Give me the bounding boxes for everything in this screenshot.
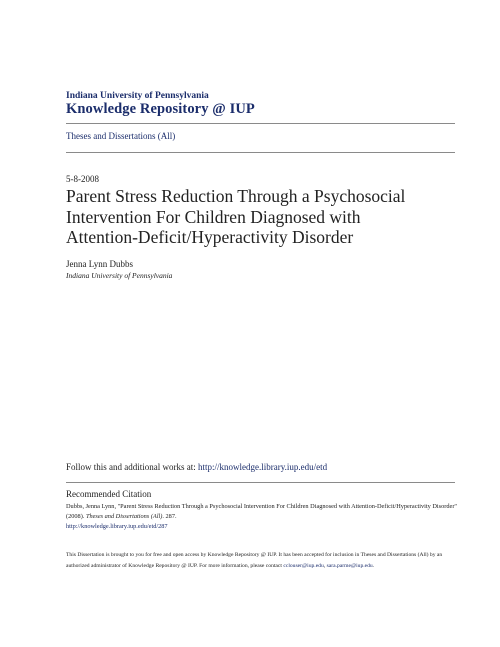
access-notice	[66, 550, 456, 571]
repository-link[interactable]: Knowledge Repository @ IUP	[66, 101, 255, 117]
notice-text: This Dissertation is brought to you for free and open access by Knowledge Repository @ IUP. It has been accepted for inclusion in Theses and Dissertations (All) by an authorized administrator of Knowledge Repository @ IUP. For more information, please contact	[66, 552, 443, 569]
title-line: Attention-Deficit/Hyperactivity Disorder	[66, 227, 354, 247]
citation-url-link[interactable]: http://knowledge.library.iup.edu/etd/287	[66, 523, 168, 530]
divider-header-bottom	[66, 152, 455, 153]
institution-name: Indiana University of Pennsylvania	[66, 91, 209, 101]
citation-heading: Recommended Citation	[66, 489, 152, 499]
author-affiliation: Indiana University of Pennsylvania	[66, 271, 173, 280]
divider-top	[66, 123, 455, 124]
citation-text	[66, 502, 458, 532]
divider-citation	[66, 482, 455, 483]
citation-number: . 287.	[162, 513, 177, 520]
citation-body: Dubbs, Jenna Lynn, "Parent Stress Reduction Through a Psychosocial Intervention For Children Diagnosed with Attention-Deficit/Hyperactivity Disorder" (2008).	[66, 503, 457, 520]
title-line: Parent Stress Reduction Through a Psychosocial	[66, 186, 406, 206]
contact-email-link[interactable]: cclouser@iup.edu	[283, 562, 324, 569]
notice-end: .	[372, 562, 375, 569]
follow-url-link[interactable]: http://knowledge.library.iup.edu/etd	[198, 462, 328, 472]
notice-separator: ,	[323, 562, 327, 569]
document-title	[66, 186, 461, 248]
author-name: Jenna Lynn Dubbs	[66, 259, 133, 269]
follow-prefix: Follow this and additional works at:	[66, 462, 198, 472]
publication-date: 5-8-2008	[66, 174, 99, 184]
collection-link[interactable]: Theses and Dissertations (All)	[66, 131, 176, 141]
citation-series: Theses and Dissertations (All)	[85, 513, 163, 520]
title-line: Intervention For Children Diagnosed with	[66, 206, 361, 227]
follow-line	[66, 462, 327, 472]
contact-email-link-2[interactable]: sara.parme@iup.edu	[326, 562, 373, 569]
